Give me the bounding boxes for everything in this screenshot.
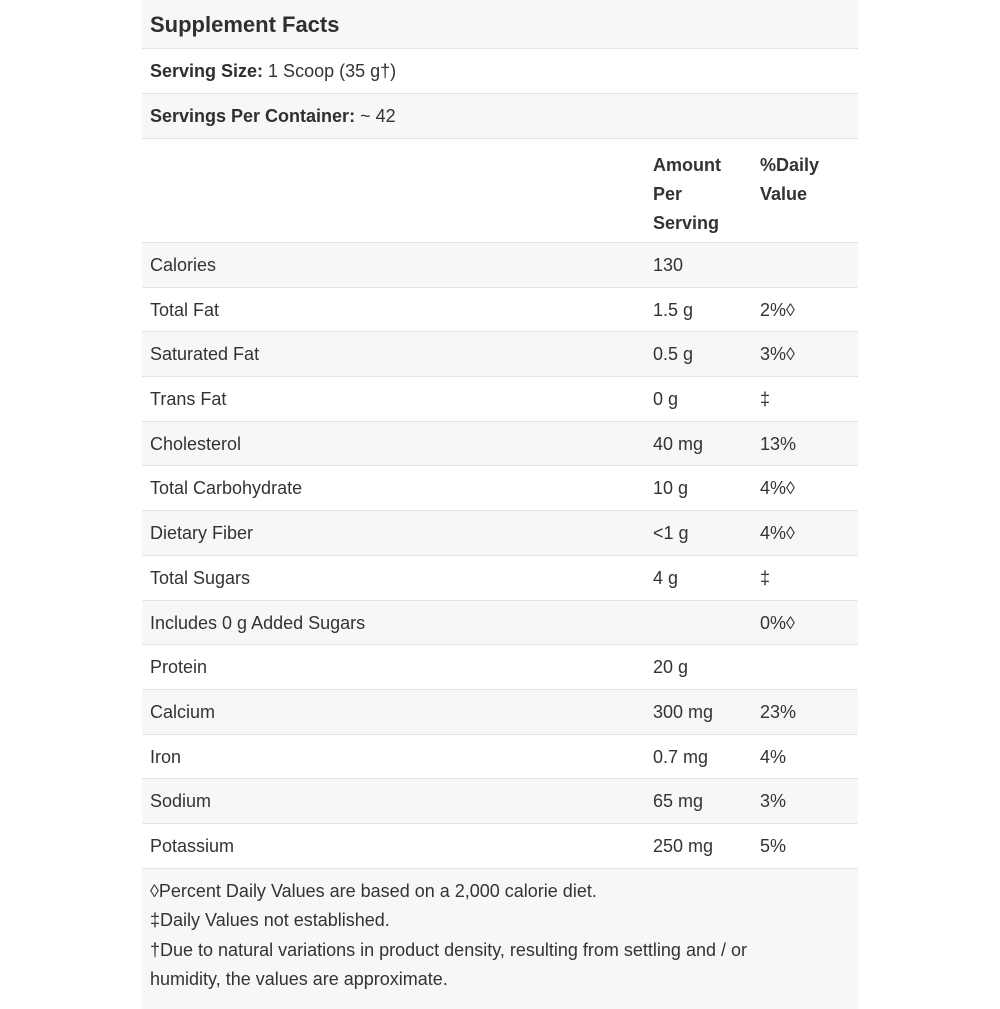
table-row <box>142 690 858 735</box>
footnote-approximate-values: †Due to natural variations in product density, resulting from settling and / or humidity, the values are approximate. <box>150 939 747 990</box>
nutrient-daily-value: 4%◊ <box>760 523 795 544</box>
footnote-dv-basis: ◊Percent Daily Values are based on a 2,000 calorie diet. <box>150 880 597 901</box>
nutrient-name: Includes 0 g Added Sugars <box>150 612 366 633</box>
nutrient-name: Saturated Fat <box>150 344 260 365</box>
daily-value-header <box>760 151 850 209</box>
nutrient-amount: 65 mg <box>653 791 704 812</box>
nutrient-table <box>142 243 858 869</box>
nutrient-name: Total Fat <box>150 299 220 320</box>
nutrient-name: Cholesterol <box>150 433 242 454</box>
nutrient-name: Potassium <box>150 835 235 856</box>
nutrient-amount: 300 mg <box>653 701 714 722</box>
amount-per-serving-header <box>653 151 748 238</box>
serving-size-value: 1 Scoop (35 g†) <box>263 61 397 81</box>
nutrient-daily-value: 2%◊ <box>760 299 795 320</box>
footnote-dv-not-established: ‡Daily Values not established. <box>150 910 390 931</box>
nutrient-amount: 0 g <box>653 389 679 410</box>
nutrient-daily-value: ‡ <box>760 389 771 410</box>
nutrient-amount: 20 g <box>653 657 689 678</box>
nutrient-daily-value: 23% <box>760 701 797 722</box>
nutrient-name: Total Sugars <box>150 567 251 588</box>
nutrient-daily-value: 4%◊ <box>760 478 795 499</box>
servings-per-container-value: ~ 42 <box>355 106 396 126</box>
panel-title: Supplement Facts <box>142 0 858 49</box>
nutrient-daily-value: 0%◊ <box>760 612 795 633</box>
nutrient-amount: 0.5 g <box>653 344 694 365</box>
dv-header-line: %Daily <box>760 155 820 175</box>
nutrient-name: Iron <box>150 746 182 767</box>
table-row <box>142 422 858 467</box>
amount-header-line: Serving <box>653 213 720 233</box>
table-row <box>142 511 858 556</box>
amount-header-line: Amount <box>653 155 721 175</box>
nutrient-name: Sodium <box>150 791 212 812</box>
table-row <box>142 466 858 511</box>
table-row <box>142 332 858 377</box>
table-row <box>142 288 858 333</box>
servings-per-container-label: Servings Per Container: <box>150 106 356 126</box>
table-row <box>142 243 858 288</box>
servings-per-container-row <box>142 94 858 139</box>
nutrient-name: Trans Fat <box>150 389 227 410</box>
nutrient-amount: 130 <box>653 255 684 275</box>
nutrient-daily-value: 3% <box>760 791 787 812</box>
nutrient-name: Calcium <box>150 701 216 722</box>
table-row <box>142 377 858 422</box>
table-row <box>142 556 858 601</box>
nutrient-amount: <1 g <box>653 523 689 544</box>
nutrient-name: Dietary Fiber <box>150 523 254 544</box>
table-row <box>142 735 858 780</box>
nutrient-daily-value: 5% <box>760 835 787 856</box>
table-row <box>142 779 858 824</box>
nutrient-amount: 4 g <box>653 567 679 588</box>
nutrient-amount: 1.5 g <box>653 299 694 320</box>
table-row <box>142 601 858 646</box>
nutrient-amount: 10 g <box>653 478 689 499</box>
nutrient-name: Calories <box>150 255 217 275</box>
supplement-facts-panel <box>142 0 858 1000</box>
serving-size-label: Serving Size: <box>150 61 264 81</box>
nutrient-daily-value: 13% <box>760 433 797 454</box>
nutrient-daily-value: ‡ <box>760 567 771 588</box>
amount-header-line: Per <box>653 184 683 204</box>
nutrient-amount: 250 mg <box>653 835 714 856</box>
column-header-row <box>142 139 858 243</box>
nutrient-amount: 0.7 mg <box>653 746 709 767</box>
table-row <box>142 824 858 869</box>
footnotes <box>142 869 858 1009</box>
nutrient-daily-value: 3%◊ <box>760 344 795 365</box>
nutrient-amount: 40 mg <box>653 433 704 454</box>
nutrient-daily-value: 4% <box>760 746 787 767</box>
table-row <box>142 645 858 690</box>
serving-size-row <box>142 49 858 94</box>
nutrient-name: Protein <box>150 657 208 678</box>
nutrient-name: Total Carbohydrate <box>150 478 303 499</box>
dv-header-line: Value <box>760 184 808 204</box>
